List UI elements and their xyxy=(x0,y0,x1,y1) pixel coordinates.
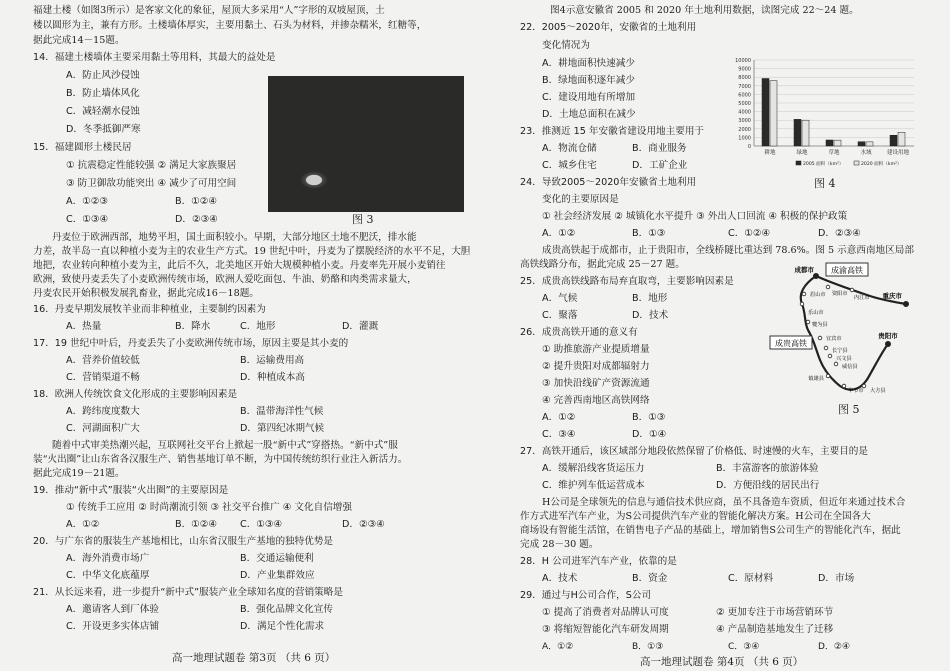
city-label: 宜宾市 xyxy=(826,336,842,342)
option: D．第四纪冰期气候 xyxy=(240,423,325,434)
figure-caption: 图 4 xyxy=(814,177,836,190)
question-16: 16．丹麦早期发展牧羊业而非种植业，主要制约因素为 xyxy=(33,304,266,315)
text-line: 据此完成19－21题。 xyxy=(33,468,125,479)
x-tick-label: 绿地 xyxy=(796,150,808,156)
question-28: 28．H 公司进军汽车产业，依靠的是 xyxy=(520,556,677,567)
bar xyxy=(858,142,865,146)
rail-map xyxy=(764,260,924,406)
question-23: 23．推测近 15 年安徽省建设用地主要用于 xyxy=(520,126,705,137)
option: A．①② xyxy=(542,642,574,652)
bar xyxy=(770,81,777,146)
city-label: 贵阳市 xyxy=(878,332,898,340)
option: A．①② xyxy=(542,228,576,239)
y-tick-label: 4000 xyxy=(738,109,751,116)
city-dot xyxy=(834,362,838,366)
option: C．开设更多实体店铺 xyxy=(66,621,160,632)
option: B．交通运输便利 xyxy=(240,553,314,564)
question-29: 29．通过与H公司合作，S公司 xyxy=(520,590,652,601)
option: D．①④ xyxy=(632,429,667,440)
text-line: 福建土楼（如图3所示）是客家文化的象征，屋顶大多采用“人”字形的双坡屋顶，土 xyxy=(33,5,385,16)
city-dot xyxy=(800,302,804,306)
question-27: 27．高铁开通后，该区域部分地段依然保留了价格低、时速慢的火车，主要目的是 xyxy=(520,446,868,457)
option: D．②③④ xyxy=(175,214,218,225)
option: C．聚落 xyxy=(542,310,578,321)
city-label: 长宁县 xyxy=(832,348,848,354)
option: D．技术 xyxy=(632,310,669,321)
option: D．②④ xyxy=(818,642,851,652)
option: A．物流仓储 xyxy=(542,143,597,154)
text-line: 变化的主要原因是 xyxy=(542,194,619,205)
text-line: 丹麦农民开始积极发展乳畜业，据此完成16－18题。 xyxy=(33,288,259,299)
city-dot xyxy=(802,292,806,296)
city-label: 乐山市 xyxy=(808,310,824,316)
question-14: 14．福建土楼墙体主要采用黏土等用料，其最大的益处是 xyxy=(33,52,276,63)
option: B．温带海洋性气候 xyxy=(240,406,324,417)
city-label: 兴文县 xyxy=(836,356,852,362)
option: B．资金 xyxy=(632,573,668,584)
text-line: 图4示意安徽省 2005 和 2020 年土地利用数据，读图完成 22～24 题。 xyxy=(550,5,859,16)
option: A．防止风沙侵蚀 xyxy=(66,70,140,81)
legend-swatch xyxy=(796,161,801,165)
option: C．减轻潮水侵蚀 xyxy=(66,106,140,117)
option: ③ 防卫御敌功能突出 ④ 减少了可用空间 xyxy=(66,178,237,189)
option: A．①②③ xyxy=(66,196,108,207)
page-footer: 高一地理试题卷 第3页 （共 6 页） xyxy=(172,652,336,664)
bar xyxy=(826,140,833,146)
option: B．强化品牌文化宣传 xyxy=(240,604,333,615)
city-dot xyxy=(813,273,818,278)
question-15: 15．福建圆形土楼民居 xyxy=(33,142,132,153)
city-dot xyxy=(903,301,908,306)
bar xyxy=(898,132,905,146)
option: D．土地总面积在减少 xyxy=(542,109,636,120)
option: ④ 产品制造基地发生了迁移 xyxy=(716,624,834,635)
city-dot xyxy=(824,346,828,350)
option: B．①②④ xyxy=(175,196,217,207)
bar xyxy=(762,78,769,146)
text-line: 装“火出圈”让山东省各汉服生产、销售基地订单不断，为中国传统纺织行业注入新活力。 xyxy=(33,454,408,465)
option: A．技术 xyxy=(542,573,578,584)
y-tick-label: 3000 xyxy=(738,118,751,125)
option: C．城乡住宅 xyxy=(542,160,597,171)
option: ① 抗震稳定性能较强 ② 满足大家族聚居 xyxy=(66,160,237,171)
text-line: 力差，故半岛一直以种植小麦为主的农业生产方式。19 世纪中叶，丹麦为了摆脱经济的水平不足，大胆 xyxy=(33,246,471,257)
option: B．运输费用高 xyxy=(240,355,305,366)
city-dot xyxy=(826,285,830,289)
option: B．降水 xyxy=(175,321,211,332)
question-19: 19．推动“新中式”服装“火出圈”的主要原因是 xyxy=(33,485,229,496)
option: C．维护列车低运营成本 xyxy=(542,480,645,491)
city-label: 眉山市 xyxy=(810,292,826,298)
question-17: 17．19 世纪中叶后，丹麦丢失了小麦欧洲传统市场，原因主要是其小麦的 xyxy=(33,338,349,349)
figure-caption: 图 3 xyxy=(352,213,374,226)
y-tick-label: 0 xyxy=(747,144,751,150)
option: A．邀请客人到厂体验 xyxy=(66,604,159,615)
question-20: 20．与广东省的服装生产基地相比，山东省汉服生产基地的独特优势是 xyxy=(33,536,334,547)
question-21: 21．从长远来看，进一步提升“新中式”服装产业全球知名度的营销策略是 xyxy=(33,587,343,598)
city-label: 镇雄县 xyxy=(808,376,824,382)
y-tick-label: 10000 xyxy=(735,58,751,64)
option: ① 助推旅游产业提质增量 xyxy=(542,344,650,355)
option: C．建设用地有所增加 xyxy=(542,92,636,103)
option: D．冬季抵御严寒 xyxy=(66,124,141,135)
text-line: 成贵高铁起于成都市，止于贵阳市，全线桥隧比重达到 78.6%。图 5 示意西南地区局部 xyxy=(542,245,914,256)
option: D．产业集群效应 xyxy=(240,570,315,581)
y-tick-label: 8000 xyxy=(738,75,751,82)
option: C．①③④ xyxy=(240,519,283,530)
option: C．③④ xyxy=(728,642,760,652)
option: D．种植成本高 xyxy=(240,372,305,383)
option: A．营养价值较低 xyxy=(66,355,140,366)
option: A．热量 xyxy=(66,321,102,332)
city-dot xyxy=(842,384,846,388)
question-25: 25．成贵高铁线路布局弃直取弯，主要影响因素是 xyxy=(520,276,734,287)
text-line: 随着中式审美热潮兴起，互联网社交平台上掀起一股“新中式”穿搭热。“新中式”服 xyxy=(52,440,398,451)
option: ① 提高了消费者对品牌认可度 xyxy=(542,607,669,618)
option: A．海外消费市场广 xyxy=(66,553,150,564)
city-label: 内江市 xyxy=(854,295,870,301)
option: B．丰富游客的旅游体验 xyxy=(716,463,819,474)
text-line: H公司是全球领先的信息与通信技术供应商，虽不具备造车资质，但近年来通过技术合 xyxy=(542,497,906,508)
option: C．营销渠道不畅 xyxy=(66,372,140,383)
option: D．②③④ xyxy=(818,228,861,239)
city-label: 毕节市 xyxy=(848,388,864,394)
text-line: 楼以圆形为主，兼有方形。土楼墙体厚实，主要用黏土、石头为材料，并掺杂糯米，红糖等， xyxy=(33,20,427,31)
text-line: 高铁线路分布，据此完成 25－27 题。 xyxy=(520,259,685,270)
text-line: 据此完成14－15题。 xyxy=(33,35,125,46)
bar xyxy=(834,140,841,146)
x-tick-label: 草地 xyxy=(828,150,840,156)
option: A．耕地面积快速减少 xyxy=(542,58,635,69)
question-22: 22．2005～2020年，安徽省的土地利用 xyxy=(520,22,697,33)
option: ② 提升贵阳对成都辐射力 xyxy=(542,361,650,372)
city-dot xyxy=(885,341,890,346)
bar xyxy=(866,142,873,146)
city-label: 重庆市 xyxy=(882,292,902,300)
city-label: 资阳市 xyxy=(832,291,848,297)
option: ③ 加快沿线矿产资源流通 xyxy=(542,378,650,389)
map-label-chenggui: 成贵高铁 xyxy=(775,339,807,348)
x-tick-label: 耕地 xyxy=(764,150,776,156)
city-dot xyxy=(828,354,832,358)
city-dot xyxy=(826,374,830,378)
city-dot xyxy=(806,320,810,324)
option: C．中华文化底蕴厚 xyxy=(66,570,150,581)
option: D．灌溉 xyxy=(342,321,379,332)
option: D．工矿企业 xyxy=(632,160,688,171)
figure-caption: 图 5 xyxy=(838,403,860,416)
city-label: 威信县 xyxy=(842,364,858,370)
option: C．河湖面积广大 xyxy=(66,423,140,434)
x-tick-label: 水域 xyxy=(860,150,872,156)
question-26: 26．成贵高铁开通的意义有 xyxy=(520,327,638,338)
y-tick-label: 2000 xyxy=(738,126,751,133)
option: D．市场 xyxy=(818,573,855,584)
map-cities xyxy=(795,265,909,394)
legend-label: 2005 面积（km²） xyxy=(803,162,844,167)
option: B．地形 xyxy=(632,293,668,304)
option: B．商业服务 xyxy=(632,143,687,154)
option: ① 社会经济发展 ② 城镇化水平提升 ③ 外出人口回流 ④ 积极的保护政策 xyxy=(542,211,848,222)
option: D．②③④ xyxy=(342,519,385,530)
question-18: 18．欧洲人传统饮食文化形成的主要影响因素是 xyxy=(33,389,238,400)
y-tick-label: 9000 xyxy=(738,66,751,73)
land-use-bar-chart xyxy=(726,52,922,176)
bar xyxy=(794,119,801,146)
city-dot xyxy=(862,384,866,388)
bar xyxy=(802,120,809,146)
option: B．①③ xyxy=(632,642,664,652)
x-tick-label: 建设用地 xyxy=(886,150,910,156)
text-line: 欧洲，致使丹麦丢失了小麦欧洲传统市场，欧洲人爱吃面包、牛油、奶酪和肉类需求量大， xyxy=(33,274,417,285)
map-label-chengyu: 成渝高铁 xyxy=(831,266,863,275)
text-line: 完成 28－30 题。 xyxy=(520,539,599,550)
text-line: 作方式进军汽车产业，为S公司提供汽车产业的智能化解决方案。H公司在全国各大 xyxy=(520,511,871,522)
option: B．①②④ xyxy=(175,519,217,530)
option: ③ 将缩短智能化汽车研发周期 xyxy=(542,624,669,635)
tulou-photo xyxy=(268,76,464,212)
option: B．防止墙体风化 xyxy=(66,88,140,99)
option: C．①③④ xyxy=(66,214,109,225)
y-tick-label: 6000 xyxy=(738,92,751,99)
option: A．跨纬度度数大 xyxy=(66,406,140,417)
option: C．地形 xyxy=(240,321,276,332)
option: A．①② xyxy=(66,519,100,530)
city-dot xyxy=(818,336,822,340)
option: C．原材料 xyxy=(728,573,774,584)
question-24: 24．导致2005～2020年安徽省土地利用 xyxy=(520,177,697,188)
option: D．满足个性化需求 xyxy=(240,621,325,632)
option: ④ 完善西南地区高铁网络 xyxy=(542,395,650,406)
city-dot xyxy=(850,288,854,292)
city-label: 成都市 xyxy=(794,266,814,274)
option: D．方便沿线的居民出行 xyxy=(716,480,820,491)
city-label: 大方县 xyxy=(870,388,886,394)
option: C．①②④ xyxy=(728,228,771,239)
bar xyxy=(890,135,897,146)
option: ② 更加专注于市场营销环节 xyxy=(716,607,834,618)
text-line: 地把，农业转向种植小麦为主，此后不久，北美地区开始大规模种植小麦。丹麦率先开展小麦销往 xyxy=(33,260,446,271)
text-line: 商场设有智能生活馆，在销售电子产品的基础上，增加销售S公司生产的智能化汽车，据此 xyxy=(520,525,901,536)
option: C．③④ xyxy=(542,429,576,440)
legend-label: 2020 面积（km²） xyxy=(861,162,902,167)
option: ① 传统手工应用 ② 时尚潮流引领 ③ 社交平台推广 ④ 文化自信增强 xyxy=(66,502,352,513)
page-footer: 高一地理试题卷 第4页 （共 6 页） xyxy=(640,656,804,668)
option: A．缓解沿线客货运压力 xyxy=(542,463,645,474)
option: A．气候 xyxy=(542,293,578,304)
city-label: 犍为县 xyxy=(812,322,828,328)
y-tick-label: 1000 xyxy=(738,135,751,142)
text-line: 变化情况为 xyxy=(542,40,590,51)
option: B．①③ xyxy=(632,228,666,239)
y-tick-label: 7000 xyxy=(738,83,751,90)
text-line: 丹麦位于欧洲西部，地势平坦，国土面积较小。早期，大部分地区土地不肥沃，排水能 xyxy=(52,232,417,243)
legend-swatch xyxy=(854,161,859,165)
option: B．①③ xyxy=(632,412,666,423)
option: A．①② xyxy=(542,412,576,423)
y-tick-label: 5000 xyxy=(738,101,751,107)
option: B．绿地面积逐年减少 xyxy=(542,75,635,86)
